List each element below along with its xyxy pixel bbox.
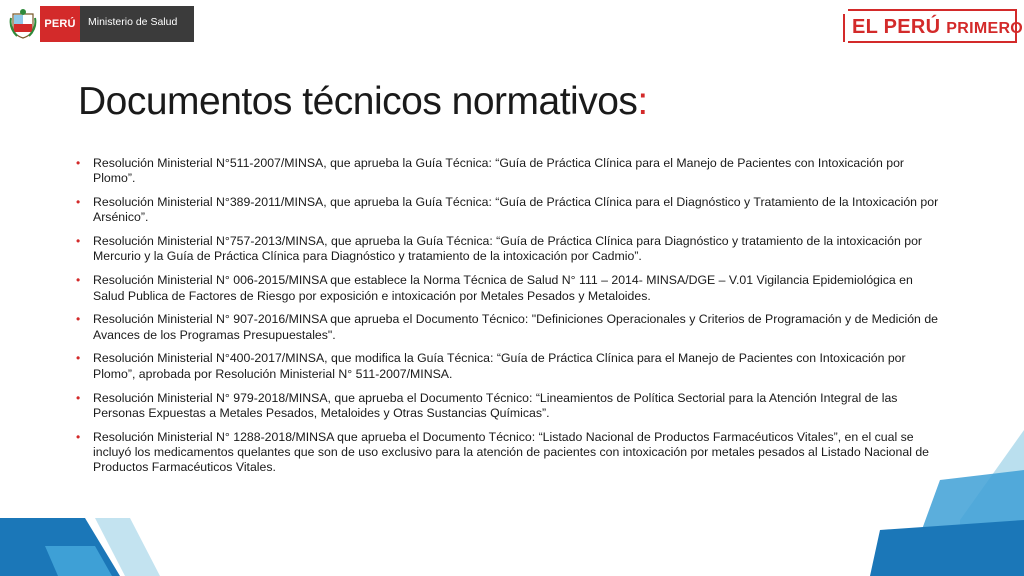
brand-text-peru: PERÚ xyxy=(883,16,947,38)
list-item xyxy=(76,351,946,382)
documents-list xyxy=(76,156,946,484)
list-item xyxy=(76,312,946,343)
government-logo xyxy=(6,6,194,42)
page-title-text: Documentos técnicos normativos xyxy=(78,80,638,123)
list-item-text: Resolución Ministerial N°400-2017/MINSA, que modifica la Guía Técnica: “Guía de Práctica Clínica para el Manejo de Pacientes con Intoxicación por Plomo”, aprobada por Resolución Ministerial N° 511-2007/MINSA. xyxy=(93,351,906,381)
brand-text xyxy=(852,16,1023,39)
brand-logo xyxy=(842,8,1024,44)
brand-text-primero: PRIMERO xyxy=(946,20,1024,37)
list-item xyxy=(76,273,946,304)
list-item xyxy=(76,391,946,422)
country-label: PERÚ xyxy=(40,6,80,42)
page-title-colon: : xyxy=(637,80,648,123)
list-item-text: Resolución Ministerial N° 1288-2018/MINSA que aprueba el Documento Técnico: “Listado Nacional de Productos Farmacéuticos Vitales”, en el cual se incluyó los medicamentos quelantes que son de uso exclusivo para la atención de pacientes con intoxicación por metales pesados al Listado Nacional de Productos Farmacéuticos Vitales. xyxy=(93,429,930,475)
page-title xyxy=(78,80,648,124)
list-item-text: Resolución Ministerial N° 006-2015/MINSA que establece la Norma Técnica de Salud N° 111 – 2014- MINSA/DGE – V.01 Vigilancia Epidemiológica en Salud Publica de Factores de Riesgo por exposición e intoxicación por Metales Pesados y Metaloides. xyxy=(93,273,913,303)
brand-text-el: EL xyxy=(852,16,884,38)
deco-shape-right-mid xyxy=(905,470,1024,576)
bullet-icon: • xyxy=(76,156,81,170)
list-item xyxy=(76,234,946,265)
list-item-text: Resolución Ministerial N° 907-2016/MINSA que aprueba el Documento Técnico: "Definiciones Operacionales y Criterios de Programación y de Medición de Avances de los Programas Presupuestales". xyxy=(93,312,938,342)
bullet-icon: • xyxy=(76,429,81,444)
deco-shape-bottom-left-mid xyxy=(45,546,112,576)
list-item-text: Resolución Ministerial N°389-2011/MINSA, que aprueba la Guía Técnica: “Guía de Práctica Clínica para el Diagnóstico y Tratamiento de la Intoxicación por Arsénico”. xyxy=(93,195,939,225)
coat-of-arms-icon xyxy=(6,6,40,42)
deco-shape-right-light xyxy=(960,430,1024,576)
bullet-icon: • xyxy=(76,273,81,288)
bullet-icon: • xyxy=(76,195,81,210)
deco-shape-right-dark xyxy=(870,520,1024,576)
list-item xyxy=(76,195,946,226)
list-item xyxy=(76,430,946,476)
bullet-icon: • xyxy=(76,234,81,249)
bullet-icon: • xyxy=(76,390,81,405)
list-item-text: Resolución Ministerial N° 979-2018/MINSA, que aprueba el Documento Técnico: “Lineamientos de Política Sectorial para la Atención Integral de las Personas Expuestas a Metales Pesados, Metaloides y Otras Sustancias Químicas”. xyxy=(93,390,898,420)
bullet-icon: • xyxy=(76,351,81,366)
list-item-text: Resolución Ministerial N°757-2013/MINSA, que aprueba la Guía Técnica: “Guía de Práctica Clínica para Diagnóstico y tratamiento de la intoxicación por Mercurio y la Guía de Práctica Clínica para Diagnóstico y tratamiento de la intoxicación por Cadmio”. xyxy=(93,234,923,264)
deco-shape-bottom-left-dark xyxy=(0,518,120,576)
list-item xyxy=(76,156,946,187)
list-item-text: Resolución Ministerial N°511-2007/MINSA, que aprueba la Guía Técnica: “Guía de Práctica Clínica para el Manejo de Pacientes con Intoxicación por Plomo”. xyxy=(93,156,905,186)
bullet-icon: • xyxy=(76,312,81,327)
ministry-label: Ministerio de Salud xyxy=(80,6,194,42)
deco-shape-bottom-left-light xyxy=(95,518,160,576)
